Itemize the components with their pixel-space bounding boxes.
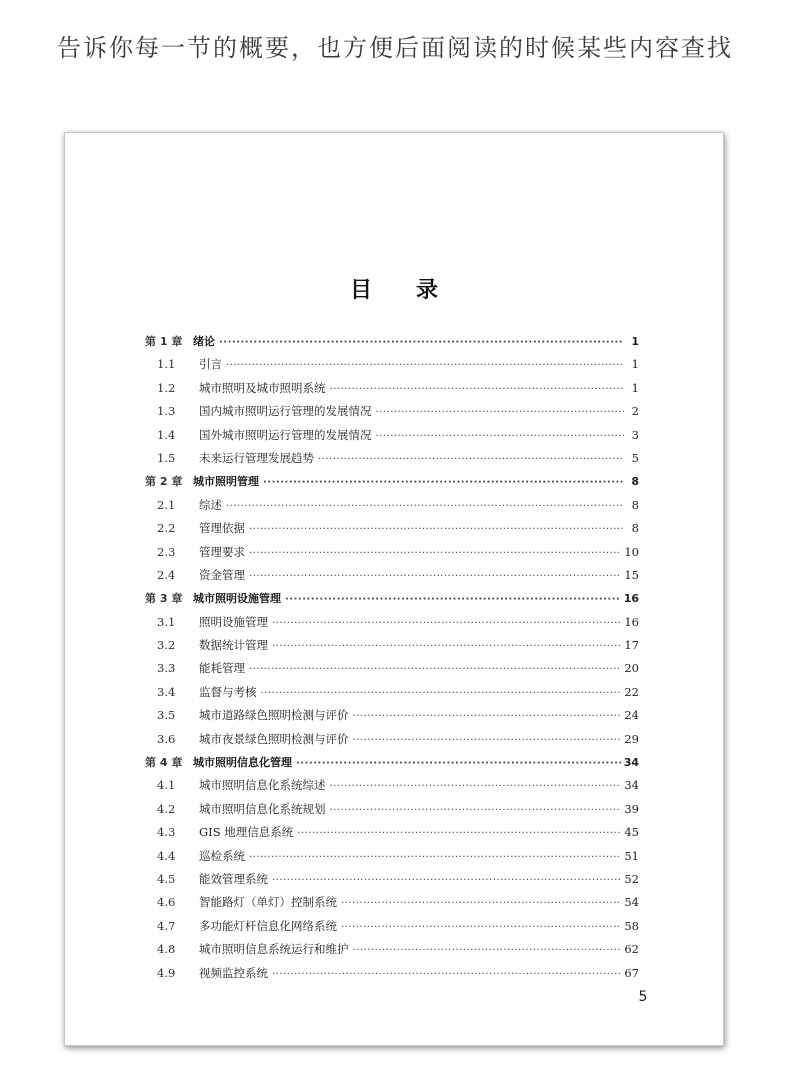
toc-dot-leader (341, 898, 621, 909)
toc-entry-title: 管理依据 (199, 521, 245, 536)
toc-entry-page: 24 (624, 708, 639, 723)
toc-dot-leader (330, 805, 622, 816)
toc-entry-page: 29 (624, 731, 639, 746)
toc-dot-leader (285, 594, 621, 605)
toc-dot-leader (353, 711, 622, 722)
toc-section-entry (145, 497, 639, 520)
toc-entry-title: GIS 地理信息系统 (199, 825, 294, 840)
toc-entry-title: 巡检系统 (199, 848, 245, 863)
toc-entry-page: 67 (624, 965, 639, 980)
toc-entry-title: 城市照明信息系统运行和维护 (199, 942, 349, 957)
toc-entry-page: 1 (631, 380, 639, 395)
toc-entry-page: 58 (624, 918, 639, 933)
toc-entry-title: 综述 (199, 497, 222, 512)
toc-entry-number: 3.6 (157, 731, 176, 746)
toc-section-entry (145, 660, 639, 683)
toc-entry-page: 20 (624, 661, 639, 676)
toc-entry-number: 4.4 (157, 848, 176, 863)
toc-entry-page: 1 (631, 357, 639, 372)
toc-entry-number: 2.1 (157, 497, 176, 512)
toc-entry-title: 能效管理系统 (199, 871, 268, 886)
toc-entry-number: 4.8 (157, 942, 176, 957)
toc-entry-title: 多功能灯杆信息化网络系统 (199, 918, 337, 933)
toc-dot-leader (261, 688, 622, 699)
toc-entry-number: 3.3 (157, 661, 176, 676)
toc-entry-page: 16 (624, 614, 639, 629)
toc-section-entry (145, 894, 639, 917)
toc-dot-leader (272, 641, 621, 652)
toc-entry-number: 3.4 (157, 684, 176, 699)
toc-entry-title: 未来运行管理发展趋势 (199, 450, 314, 465)
toc-entry-page: 8 (631, 521, 639, 536)
toc-dot-leader (330, 781, 622, 792)
toc-entry-title: 监督与考核 (199, 684, 257, 699)
toc-entry-number: 3.5 (157, 708, 176, 723)
toc-entry-page: 51 (624, 848, 639, 863)
toc-entry-page: 8 (631, 475, 639, 489)
toc-section-entry (145, 824, 639, 847)
toc-entry-title: 资金管理 (199, 567, 245, 582)
toc-section-entry (145, 403, 639, 426)
toc-dot-leader (249, 524, 624, 535)
toc-section-entry (145, 356, 639, 379)
toc-dot-leader (318, 454, 624, 465)
toc-dot-leader (263, 477, 624, 488)
header-caption: 告诉你每一节的概要，也方便后面阅读的时候某些内容查找 (57, 34, 733, 62)
toc-entry-number: 第 4 章 (145, 756, 183, 770)
toc-entry-title: 能耗管理 (199, 661, 245, 676)
toc-entry-title: 城市照明设施管理 (193, 592, 281, 606)
table-of-contents (145, 333, 639, 988)
toc-section-entry (145, 614, 639, 637)
toc-section-entry (145, 731, 639, 754)
toc-entry-number: 4.7 (157, 918, 176, 933)
toc-title-char-2: 录 (416, 277, 439, 303)
toc-entry-page: 2 (631, 404, 639, 419)
toc-entry-number: 第 2 章 (145, 475, 183, 489)
toc-dot-leader (297, 828, 621, 839)
toc-dot-leader (376, 407, 625, 418)
toc-chapter-entry (145, 333, 639, 356)
toc-section-entry (145, 684, 639, 707)
toc-entry-page: 22 (624, 684, 639, 699)
toc-section-entry (145, 520, 639, 543)
toc-section-entry (145, 871, 639, 894)
toc-entry-title: 城市照明信息化系统规划 (199, 801, 326, 816)
toc-entry-page: 45 (624, 825, 639, 840)
toc-entry-number: 4.6 (157, 895, 176, 910)
toc-entry-title: 视频监控系统 (199, 965, 268, 980)
toc-entry-title: 照明设施管理 (199, 614, 268, 629)
toc-section-entry (145, 918, 639, 941)
toc-entry-title: 城市照明及城市照明系统 (199, 380, 326, 395)
toc-chapter-entry (145, 590, 639, 613)
toc-entry-number: 4.9 (157, 965, 176, 980)
toc-entry-title: 绪论 (193, 335, 215, 348)
toc-entry-number: 3.2 (157, 638, 176, 653)
toc-entry-number: 4.2 (157, 801, 176, 816)
toc-dot-leader (296, 758, 621, 769)
toc-entry-number: 第 3 章 (145, 592, 183, 606)
toc-dot-leader (226, 360, 624, 371)
toc-entry-number: 1.4 (157, 427, 176, 442)
toc-entry-title: 智能路灯（单灯）控制系统 (199, 895, 337, 910)
toc-entry-number: 2.3 (157, 544, 176, 559)
toc-entry-number: 第 1 章 (145, 335, 183, 348)
toc-entry-number: 3.1 (157, 614, 176, 629)
toc-entry-page: 17 (624, 638, 639, 653)
toc-section-entry (145, 801, 639, 824)
toc-entry-title: 城市照明管理 (193, 475, 259, 489)
toc-dot-leader (219, 337, 624, 348)
toc-dot-leader (249, 548, 621, 559)
toc-entry-title: 引言 (199, 357, 222, 372)
toc-dot-leader (272, 969, 621, 980)
toc-entry-number: 4.5 (157, 871, 176, 886)
toc-entry-page: 39 (624, 801, 639, 816)
toc-entry-page: 15 (624, 567, 639, 582)
toc-dot-leader (272, 875, 621, 886)
toc-dot-leader (249, 571, 621, 582)
toc-entry-page: 34 (623, 756, 639, 770)
toc-entry-title: 城市照明信息化管理 (193, 756, 292, 770)
toc-entry-title: 国内城市照明运行管理的发展情况 (199, 404, 372, 419)
toc-entry-number: 2.4 (157, 567, 176, 582)
toc-entry-page: 52 (624, 871, 639, 886)
toc-section-entry (145, 941, 639, 964)
toc-section-entry (145, 637, 639, 660)
toc-entry-page: 16 (623, 592, 639, 606)
toc-entry-number: 1.2 (157, 380, 176, 395)
toc-section-entry (145, 707, 639, 730)
toc-entry-title: 城市照明信息化系统综述 (199, 778, 326, 793)
toc-entry-page: 62 (624, 942, 639, 957)
toc-entry-page: 1 (631, 335, 639, 348)
toc-section-entry (145, 544, 639, 567)
toc-entry-title: 数据统计管理 (199, 638, 268, 653)
toc-title-char-1: 目 (349, 277, 372, 303)
toc-section-entry (145, 848, 639, 871)
toc-dot-leader (341, 922, 621, 933)
toc-dot-leader (226, 501, 624, 512)
toc-dot-leader (330, 384, 625, 395)
toc-dot-leader (376, 431, 625, 442)
toc-entry-number: 1.3 (157, 404, 176, 419)
toc-entry-number: 1.1 (157, 357, 176, 372)
document-page (64, 132, 724, 1046)
toc-entry-title: 国外城市照明运行管理的发展情况 (199, 427, 372, 442)
toc-section-entry (145, 965, 639, 988)
toc-entry-number: 4.1 (157, 778, 176, 793)
toc-entry-number: 4.3 (157, 825, 176, 840)
toc-section-entry (145, 777, 639, 800)
toc-section-entry (145, 567, 639, 590)
toc-section-entry (145, 380, 639, 403)
page-number: 5 (638, 989, 648, 1005)
toc-entry-page: 10 (624, 544, 639, 559)
toc-chapter-entry (145, 754, 639, 777)
toc-entry-page: 8 (631, 497, 639, 512)
toc-entry-title: 城市夜景绿色照明检测与评价 (199, 731, 349, 746)
toc-section-entry (145, 450, 639, 473)
toc-section-entry (145, 427, 639, 450)
toc-entry-title: 管理要求 (199, 544, 245, 559)
toc-dot-leader (272, 618, 621, 629)
toc-chapter-entry (145, 473, 639, 496)
toc-dot-leader (249, 664, 621, 675)
toc-title (65, 273, 723, 304)
toc-entry-number: 1.5 (157, 450, 176, 465)
toc-entry-page: 3 (631, 427, 639, 442)
toc-dot-leader (353, 945, 622, 956)
toc-entry-number: 2.2 (157, 521, 176, 536)
toc-entry-page: 34 (624, 778, 639, 793)
toc-entry-page: 54 (624, 895, 639, 910)
toc-entry-page: 5 (631, 450, 639, 465)
toc-entry-title: 城市道路绿色照明检测与评价 (199, 708, 349, 723)
toc-dot-leader (249, 852, 621, 863)
toc-dot-leader (353, 735, 622, 746)
